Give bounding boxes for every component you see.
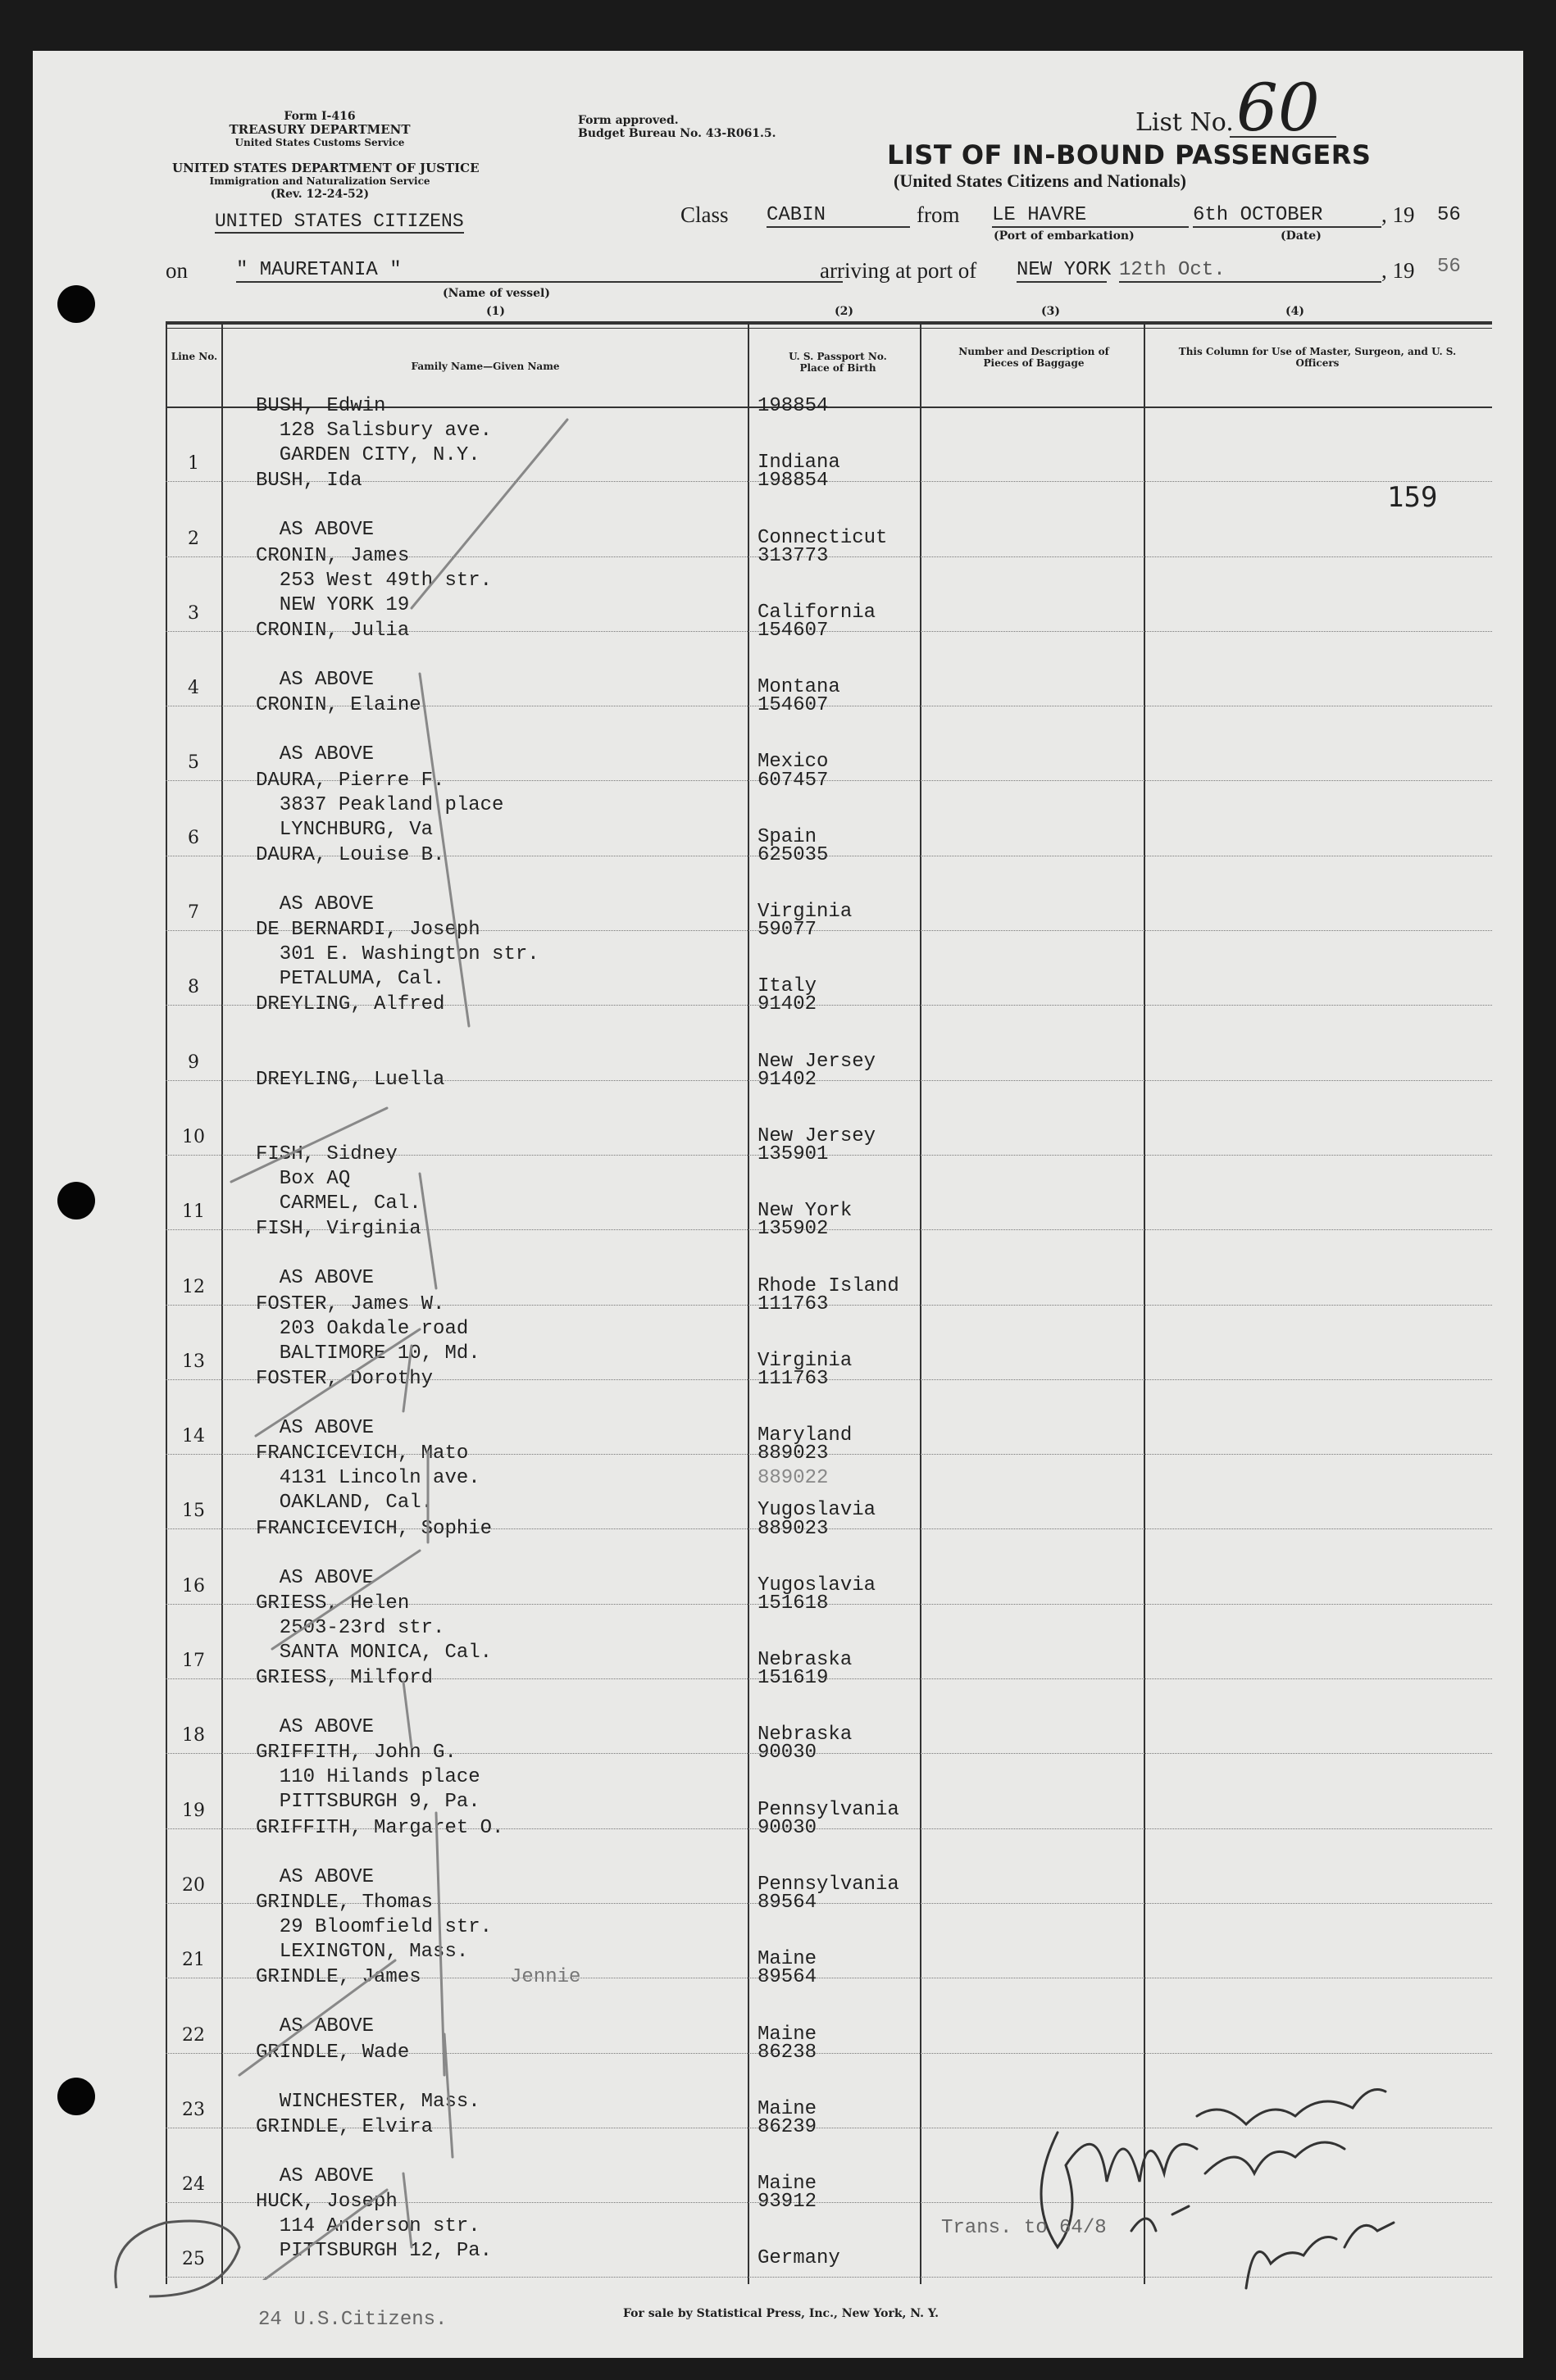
passport-number: 198854 <box>758 395 829 417</box>
list-no-label: List No. <box>1135 108 1234 137</box>
class-label: Class <box>680 202 729 227</box>
place-of-birth: Montana <box>758 676 840 699</box>
line-number: 21 <box>182 1950 205 1971</box>
passport-number: 151618 <box>758 1592 829 1615</box>
officer-number: 159 <box>1387 481 1438 514</box>
list-no-value: 60 <box>1236 70 1320 146</box>
passport-number: 198854 <box>758 470 829 493</box>
manifest-sheet <box>33 51 1523 2358</box>
row-circle-mark <box>100 2206 264 2305</box>
passenger-address: 253 West 49th str. <box>256 569 493 592</box>
place-of-birth: Pennsylvania <box>758 1873 899 1896</box>
passport-number: 889023 <box>758 1442 829 1465</box>
place-of-birth: Mexico <box>758 751 829 774</box>
passenger-address: AS ABOVE <box>256 1416 375 1439</box>
passenger-name: BUSH, Ida <box>256 470 362 493</box>
passenger-address: AS ABOVE <box>256 519 375 542</box>
arrival-port: NEW YORK <box>1017 259 1112 281</box>
place-of-birth: Germany <box>758 2247 840 2270</box>
passenger-name: FOSTER, James W. <box>256 1292 445 1315</box>
passport-number: 111763 <box>758 1367 829 1390</box>
passenger-address: 203 Oakdale road <box>256 1317 469 1340</box>
passport-number: 154607 <box>758 619 829 642</box>
passenger-name: GRIESS, Helen <box>256 1592 410 1615</box>
passenger-address: GARDEN CITY, N.Y. <box>256 444 480 466</box>
line-number: 18 <box>182 1725 205 1746</box>
passport-number: 625035 <box>758 843 829 866</box>
passenger-name: CRONIN, James <box>256 544 410 567</box>
page-subtitle: (United States Citizens and Nationals) <box>894 170 1186 191</box>
passenger-name: GRIFFITH, John G. <box>256 1742 457 1765</box>
passenger-address: PETALUMA, Cal. <box>256 968 445 991</box>
col-number-1: (1) <box>486 305 505 318</box>
vessel-caption: (Name of vessel) <box>443 287 550 300</box>
arriving-label: arriving at port of <box>820 258 977 283</box>
passport-number: 889023 <box>758 1517 829 1540</box>
col-header-line-no: Line No. <box>171 351 218 362</box>
passenger-name: DE BERNARDI, Joseph <box>256 919 480 942</box>
passenger-address: AS ABOVE <box>256 1865 375 1888</box>
passport-number: 135901 <box>758 1143 829 1165</box>
passport-number: 59077 <box>758 919 817 942</box>
place-of-birth: Rhode Island <box>758 1274 899 1297</box>
passenger-address: 29 Bloomfield str. <box>256 1916 493 1938</box>
passport-number: 86238 <box>758 2041 817 2064</box>
passenger-name: DAURA, Pierre F. <box>256 769 445 792</box>
passport-number: 90030 <box>758 1742 817 1765</box>
passenger-name: GRIFFITH, Margaret O. <box>256 1816 504 1839</box>
line-number: 2 <box>188 528 199 549</box>
line-number: 19 <box>182 1800 205 1821</box>
passenger-name: CRONIN, Julia <box>256 619 410 642</box>
col-number-4: (4) <box>1285 305 1304 318</box>
passenger-address: OAKLAND, Cal. <box>256 1492 434 1515</box>
place-of-birth: Maine <box>758 2173 817 2196</box>
passenger-address: AS ABOVE <box>256 1566 375 1589</box>
passport-number: 90030 <box>758 1816 817 1839</box>
from-label: from <box>917 202 960 227</box>
passenger-name: BUSH, Edwin <box>256 395 386 417</box>
printer-footer: For sale by Statistical Press, Inc., New York, N. Y. <box>623 2307 939 2320</box>
passenger-address: 128 Salisbury ave. <box>256 420 493 442</box>
passenger-name: GRIESS, Milford <box>256 1667 434 1690</box>
category-label: UNITED STATES CITIZENS <box>215 211 464 232</box>
passenger-address: AS ABOVE <box>256 743 375 766</box>
col-header-passport: U. S. Passport No. Place of Birth <box>789 351 887 374</box>
doj-block: UNITED STATES DEPARTMENT OF JUSTICE Immigration and Naturalization Service (Rev. 12-24-52) <box>172 161 480 201</box>
passenger-address: BALTIMORE 10, Md. <box>256 1342 480 1365</box>
passport-number: 154607 <box>758 694 829 717</box>
col-header-officers: This Column for Use of Master, Surgeon, and U. S. Officers <box>1178 346 1457 369</box>
passenger-address: SANTA MONICA, Cal. <box>256 1641 493 1664</box>
passenger-address: LYNCHBURG, Va <box>256 818 434 841</box>
passenger-name: GRINDLE, Thomas <box>256 1892 434 1914</box>
line-number: 1 <box>188 453 199 475</box>
place-of-birth: New Jersey <box>758 1050 876 1073</box>
line-number: 23 <box>182 2099 205 2120</box>
line-number: 15 <box>182 1501 205 1522</box>
passport-number: 86239 <box>758 2115 817 2138</box>
passenger-address: CARMEL, Cal. <box>256 1192 421 1215</box>
place-of-birth: Virginia <box>758 1349 853 1372</box>
total-note: 24 U.S.Citizens. <box>258 2309 448 2331</box>
passenger-address: AS ABOVE <box>256 1267 375 1290</box>
passenger-address: NEW YORK 19 <box>256 593 410 616</box>
line-number: 24 <box>182 2174 205 2196</box>
line-number: 25 <box>182 2249 205 2270</box>
place-of-birth: Spain <box>758 825 817 848</box>
place-of-birth: Yugoslavia <box>758 1499 876 1522</box>
passenger-address: AS ABOVE <box>256 892 375 915</box>
passport-number: 91402 <box>758 1068 817 1091</box>
place-of-birth: Maine <box>758 1948 817 1971</box>
col-number-2: (2) <box>835 305 853 318</box>
date-value: 6th OCTOBER <box>1193 204 1381 228</box>
pencil-marks <box>223 403 748 2280</box>
year-value: 56 <box>1437 204 1461 226</box>
port-caption: (Port of embarkation) <box>994 229 1135 243</box>
line-number: 7 <box>188 902 199 924</box>
place-of-birth: Maine <box>758 2097 817 2120</box>
passport-number: 91402 <box>758 993 817 1016</box>
passenger-address: 3837 Peakland place <box>256 793 504 816</box>
passenger-name: HUCK, Joseph <box>256 2191 398 2214</box>
passport-number: 151619 <box>758 1667 829 1690</box>
passport-number: 111763 <box>758 1292 829 1315</box>
passenger-address: AS ABOVE <box>256 2164 375 2187</box>
passport-number: 89564 <box>758 1892 817 1914</box>
passenger-name: GRINDLE, Wade <box>256 2041 410 2064</box>
line-number: 20 <box>182 1874 205 1896</box>
punch-hole <box>57 1182 95 1220</box>
passport-number: 135902 <box>758 1218 829 1241</box>
passenger-address: PITTSBURGH 9, Pa. <box>256 1791 480 1814</box>
passenger-name: DREYLING, Alfred <box>256 993 445 1016</box>
passenger-address: LEXINGTON, Mass. <box>256 1941 469 1963</box>
place-of-birth: Maine <box>758 2023 817 2046</box>
line-number: 13 <box>182 1351 205 1372</box>
passenger-name: DREYLING, Luella <box>256 1068 445 1091</box>
passenger-address: Box AQ <box>256 1168 351 1190</box>
passenger-address: WINCHESTER, Mass. <box>256 2090 480 2113</box>
approval-block: Form approved. Budget Bureau No. 43-R061.5. <box>578 114 776 140</box>
col-header-name: Family Name—Given Name <box>411 361 560 372</box>
line-number: 22 <box>182 2024 205 2046</box>
passenger-address: 2503-23rd str. <box>256 1616 445 1639</box>
col-header-baggage: Number and Description of Pieces of Baggage <box>958 346 1109 369</box>
vessel-value: " MAURETANIA " <box>236 259 843 283</box>
passenger-address: PITTSBURGH 12, Pa. <box>256 2240 493 2263</box>
punch-hole <box>57 2078 95 2115</box>
from-value: LE HAVRE <box>992 204 1189 228</box>
arrival-date: 12th Oct. <box>1119 259 1381 283</box>
year-prefix: , 19 <box>1381 202 1415 227</box>
passenger-address: AS ABOVE <box>256 1716 375 1739</box>
line-number: 3 <box>188 602 199 624</box>
arrival-year-prefix: , 19 <box>1381 258 1415 283</box>
passenger-address: AS ABOVE <box>256 2015 375 2038</box>
passenger-name: FOSTER, Dorothy <box>256 1367 434 1390</box>
punch-hole <box>57 285 95 323</box>
line-number: 11 <box>182 1201 205 1223</box>
place-of-birth: California <box>758 601 876 624</box>
line-number: 10 <box>182 1126 205 1147</box>
place-of-birth: Pennsylvania <box>758 1798 899 1821</box>
on-label: on <box>166 258 188 283</box>
line-number: 8 <box>188 977 199 998</box>
passenger-address: AS ABOVE <box>256 668 375 691</box>
passenger-address: 110 Hilands place <box>256 1766 480 1789</box>
place-of-birth: Maryland <box>758 1424 853 1447</box>
name-correction: Jennie <box>510 1966 581 1989</box>
passenger-address: 114 Anderson str. <box>256 2215 480 2238</box>
line-number: 6 <box>188 827 199 848</box>
passenger-name: FISH, Sidney <box>256 1143 398 1165</box>
passenger-address: 301 E. Washington str. <box>256 943 539 966</box>
passenger-name: FISH, Virginia <box>256 1218 421 1241</box>
place-of-birth: Connecticut <box>758 526 888 549</box>
place-of-birth: Indiana <box>758 452 840 475</box>
place-of-birth: Nebraska <box>758 1724 853 1746</box>
line-number: 14 <box>182 1426 205 1447</box>
place-of-birth: New Jersey <box>758 1124 876 1147</box>
place-of-birth: Italy <box>758 975 817 998</box>
passenger-name: DAURA, Louise B. <box>256 843 445 866</box>
line-number: 12 <box>182 1276 205 1297</box>
list-no-underline <box>1230 136 1336 138</box>
line-number: 4 <box>188 678 199 699</box>
form-id-block: Form I-416 TREASURY DEPARTMENT United States Customs Service <box>229 110 411 148</box>
passenger-name: GRINDLE, Elvira <box>256 2115 434 2138</box>
page-title: LIST OF IN-BOUND PASSENGERS <box>887 139 1372 170</box>
place-of-birth: New York <box>758 1200 853 1223</box>
passenger-address: 4131 Lincoln ave. <box>256 1467 480 1490</box>
passport-number: 313773 <box>758 544 829 567</box>
trans-note: Trans. to 64/8 <box>941 2217 1107 2239</box>
passenger-name: FRANCICEVICH, Mato <box>256 1442 469 1465</box>
arrival-year: 56 <box>1437 256 1461 278</box>
passenger-table <box>166 321 1492 2284</box>
passport-correction: 889022 <box>758 1467 829 1490</box>
place-of-birth: Nebraska <box>758 1649 853 1672</box>
passport-number: 89564 <box>758 1966 817 1989</box>
place-of-birth: Yugoslavia <box>758 1574 876 1597</box>
passenger-name: GRINDLE, James <box>256 1966 421 1989</box>
place-of-birth: Virginia <box>758 901 853 924</box>
passport-number: 607457 <box>758 769 829 792</box>
date-caption: (Date) <box>1281 229 1322 243</box>
line-number: 17 <box>182 1651 205 1672</box>
class-value: CABIN <box>767 204 910 228</box>
line-number: 9 <box>188 1051 199 1073</box>
line-number: 16 <box>182 1575 205 1597</box>
line-number: 5 <box>188 752 199 774</box>
inspector-signature <box>1008 2067 1435 2313</box>
col-number-3: (3) <box>1041 305 1060 318</box>
passenger-name: FRANCICEVICH, Sophie <box>256 1517 493 1540</box>
passenger-name: CRONIN, Elaine <box>256 694 421 717</box>
passport-number: 93912 <box>758 2191 817 2214</box>
